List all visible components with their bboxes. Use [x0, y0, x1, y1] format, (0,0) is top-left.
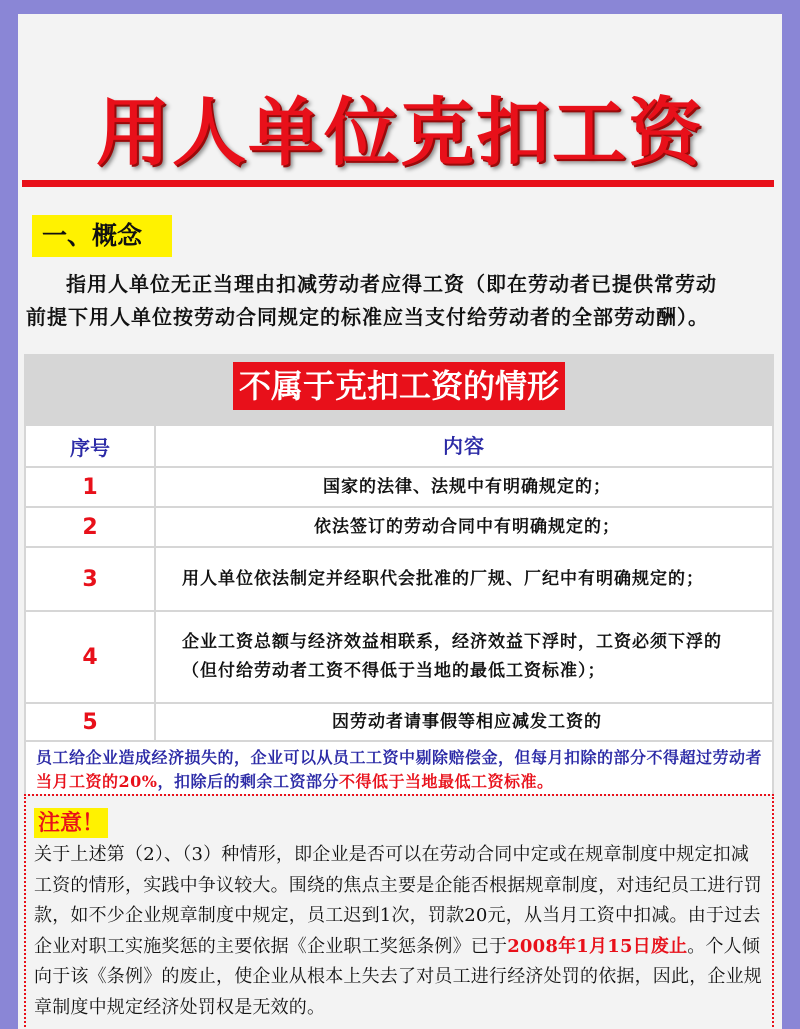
table-row: [26, 612, 772, 702]
deduction-note-text: ，扣除后的剩余工资部分: [157, 772, 339, 791]
row-content: 依法签订的劳动合同中有明确规定的；: [156, 508, 772, 546]
row-content: 因劳动者请事假等相应减发工资的: [156, 704, 772, 740]
row-no: 2: [26, 508, 154, 546]
attention-text: [34, 840, 766, 1023]
concept-body: 指用人单位无正当理由扣减劳动者应得工资（即在劳动者已提供常劳动前提下用人单位按劳动合同规定的标准应当支付给劳动者的全部劳动酬）。: [26, 272, 717, 329]
attention-label: 注意！: [34, 808, 108, 838]
row-content: 企业工资总额与经济效益相联系，经济效益下浮时，工资必须下浮的（但付给劳动者工资不得低于当地的最低工资标准）；: [156, 612, 772, 702]
header-no: 序号: [26, 426, 154, 466]
row-content: 用人单位依法制定并经职代会批准的厂规、厂纪中有明确规定的；: [156, 548, 772, 610]
table-title-wrap: [24, 362, 774, 410]
header-content: 内容: [156, 426, 772, 466]
table-row: [26, 548, 772, 610]
deduction-limit: 当月工资的20%: [36, 772, 158, 791]
concept-heading: 一、概念: [32, 215, 172, 257]
page-title: 用人单位克扣工资: [96, 90, 704, 176]
row-no: 3: [26, 548, 154, 610]
table-title: 不属于克扣工资的情形: [233, 362, 565, 410]
table-row: [26, 508, 772, 546]
row-no: 5: [26, 704, 154, 740]
row-content: 国家的法律、法规中有明确规定的；: [156, 468, 772, 506]
table-header-row: [26, 426, 772, 466]
exceptions-table: [24, 354, 774, 806]
table-row: [26, 704, 772, 740]
table-row: [26, 468, 772, 506]
page: [18, 14, 782, 1029]
deduction-note: [26, 742, 772, 798]
minimum-wage-rule: 不得低于当地最低工资标准。: [339, 772, 554, 791]
title-divider: [22, 180, 774, 187]
deduction-note-text: 员工给企业造成经济损失的，企业可以从员工工资中剔除赔偿金，但每月扣除的部分不得超过劳动者: [36, 748, 763, 767]
attention-text-part: 关于上述第（2）、（3）种情形，即企业是否可以在劳动合同中定或在规章制度中规定扣减工资的情形，实践中争议较大。围绕的焦点主要是企能否根据规章制度，对违纪员工进行罚款，如不少企业规章制度中规定，员工迟到1次，罚款20元，从当月工资中扣减。由于过去企业对职工实施奖惩的主要依据《企业职工奖惩条例》已于: [34, 844, 762, 957]
row-no: 1: [26, 468, 154, 506]
repeal-date: 2008年1月15日废止: [507, 935, 688, 957]
attention-box: [24, 794, 774, 1029]
row-no: 4: [26, 612, 154, 702]
table-grid: [26, 426, 772, 798]
attention-text-part: 。个人倾向于该《条例》的废止，使企业从根本上失去了对员工进行经济处罚的依据，因此，企业规章制度中规定经济处罚权是无效的。: [34, 935, 762, 1018]
